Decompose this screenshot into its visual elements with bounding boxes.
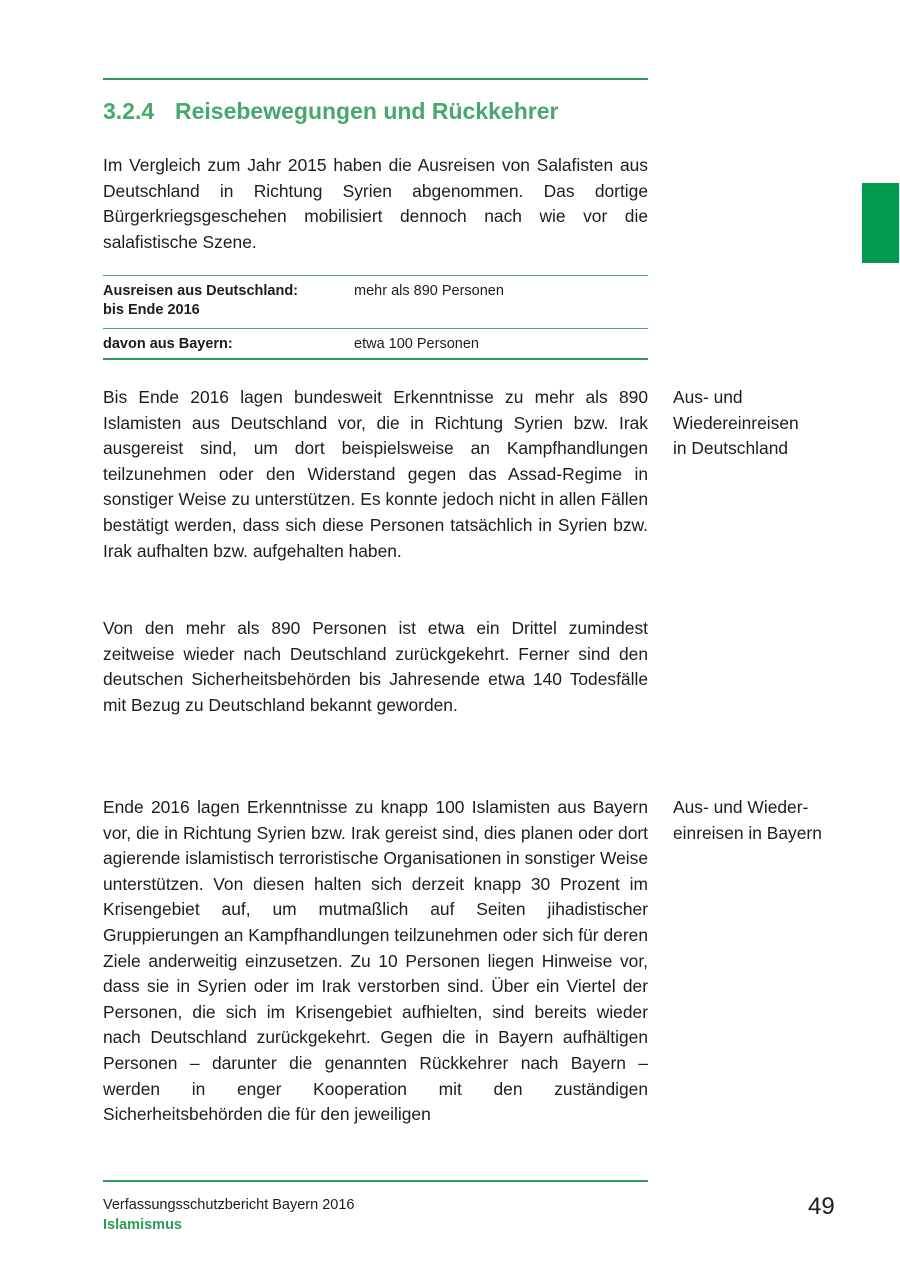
chapter-tab-marker (862, 183, 899, 263)
section-heading (103, 98, 663, 125)
section-title: Reisebewegungen und Rückkehrer (175, 98, 559, 124)
intro-paragraph: Im Vergleich zum Jahr 2015 haben die Ausreisen von Salafisten aus Deutschland in Richtung Syrien abgenommen. Das dortige Bürgerkriegsgeschehen mobilisiert dennoch nach wie vor die salafistische Szene. (103, 155, 648, 252)
top-rule (103, 78, 648, 80)
body-paragraph: Von den mehr als 890 Personen ist etwa ein Drittel zumindest zeitweise wieder nach Deutschland zurückgekehrt. Ferner sind den deutschen Sicherheitsbehörden bis Jahresende etwa 140 Todesfälle mit Bezug zu Deutschland bekannt geworden. (103, 618, 648, 715)
fact-label-departures: Ausreisen aus Deutschland: bis Ende 2016 (103, 283, 298, 318)
footer-rule (103, 1180, 648, 1182)
page-number: 49 (808, 1193, 835, 1220)
body-paragraph: Ende 2016 lagen Erkenntnisse zu knapp 100 Islamisten aus Bayern vor, die in Richtung Syrien bzw. Irak gereist sind, dies planen oder dort agierende islamistisch terroristische Organisationen in sonstiger Weise unterstützen. Von diesen halten sich derzeit knapp 30 Prozent im Krisengebiet auf, um mutmaßlich auf Seiten jihadistischer Gruppierungen an Kampfhandlungen teilzunehmen oder sich für deren Ziele anderweitig einzusetzen. Zu 10 Personen liegen Hinweise vor, dass sie in Syrien oder im Irak verstorben sind. Über ein Viertel der Personen, die sich im Krisengebiet aufhielten, sind bereits wieder nach Deutschland zurückgekehrt. Gegen die in Bayern aufhältigen Personen – darunter die genannten Rückkehrer nach Bayern – werden in enger Kooperation mit den zuständigen Sicherheitsbehörden die für den jeweiligen (103, 797, 648, 1125)
footer-section-name: Islamismus (103, 1217, 182, 1233)
footer-publication: Verfassungsschutzbericht Bayern 2016 (103, 1197, 355, 1213)
fact-value-departures: mehr als 890 Personen (354, 283, 504, 299)
margin-note-germany: Aus- und Wiedereinreisen in Deutschland (673, 387, 799, 459)
fact-table-divider (103, 328, 648, 329)
fact-label-bavaria: davon aus Bayern: (103, 336, 233, 352)
section-number: 3.2.4 (103, 98, 155, 124)
fact-table-bottom-rule (103, 358, 648, 360)
fact-table-top-rule (103, 275, 648, 276)
margin-note-bavaria: Aus- und Wieder- einreisen in Bayern (673, 797, 822, 843)
body-paragraph: Bis Ende 2016 lagen bundesweit Erkenntnisse zu mehr als 890 Islamisten aus Deutschland vor, die in Richtung Syrien bzw. Irak ausgereist sind, um dort beispielsweise an Kampfhandlungen teilzunehmen oder den Widerstand gegen das Assad-Regime in sonstiger Weise zu unterstützen. Es konnte jedoch nicht in allen Fällen bestätigt werden, dass sich diese Personen tatsächlich in Syrien bzw. Irak aufhalten bzw. aufgehalten haben. (103, 387, 648, 561)
fact-value-bavaria: etwa 100 Personen (354, 336, 479, 352)
